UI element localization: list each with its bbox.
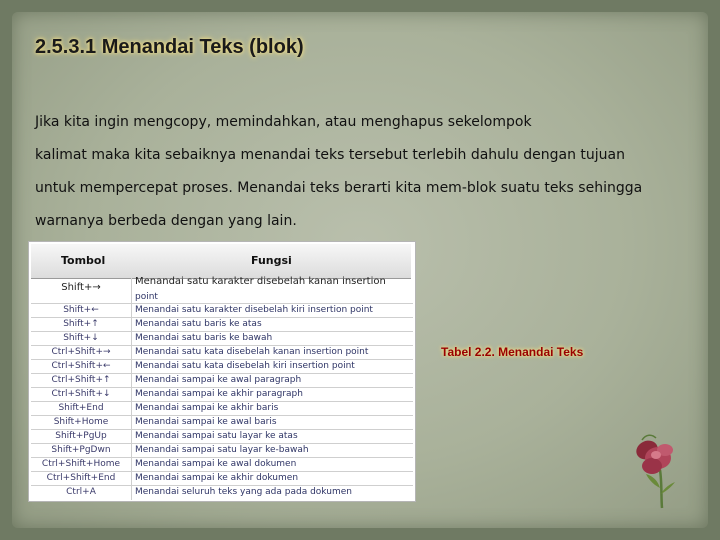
table-row-function: Menandai sampai ke awal dokumen [135, 459, 297, 469]
row-divider [31, 401, 413, 402]
table-row-key: Ctrl+Shift+→ [51, 347, 111, 357]
slide-title: 2.5.3.1 Menandai Teks (blok) [35, 36, 304, 58]
row-divider [31, 471, 413, 472]
row-divider [31, 415, 413, 416]
table-row-function: Menandai satu baris ke bawah [135, 333, 273, 343]
row-divider [31, 457, 413, 458]
table-row-function: Menandai sampai satu layar ke atas [135, 431, 298, 441]
row-divider [31, 331, 413, 332]
table-row-key: Shift+PgDwn [51, 445, 111, 455]
table-row-key: Shift+→ [61, 282, 101, 293]
row-divider [31, 485, 413, 486]
table-caption: Tabel 2.2. Menandai Teks [441, 345, 584, 359]
row-divider [31, 443, 413, 444]
table-row-key: Shift+Home [53, 417, 109, 427]
row-divider [31, 387, 413, 388]
flower-icon [622, 428, 684, 510]
table-row-function: Menandai satu karakter disebelah kanan insertion [135, 276, 386, 287]
table-row-function: Menandai satu baris ke atas [135, 319, 262, 329]
table-row-function: Menandai seluruh teks yang ada pada dokumen [135, 487, 352, 497]
row-divider [31, 429, 413, 430]
table-row-key: Ctrl+Shift+End [46, 473, 116, 483]
header-fungsi: Fungsi [251, 254, 292, 267]
row-divider [31, 303, 413, 304]
table-row-function: Menandai sampai ke akhir paragraph [135, 389, 303, 399]
table-row-key: Shift+↑ [63, 319, 99, 329]
table-row-key: Ctrl+A [66, 487, 96, 497]
row-divider [31, 345, 413, 346]
row-divider [31, 359, 413, 360]
table-row-function: Menandai sampai ke awal baris [135, 417, 277, 427]
row-divider [31, 317, 413, 318]
table-row-key: Ctrl+Shift+↑ [51, 375, 111, 385]
table-row-key: Shift+← [63, 305, 99, 315]
table-row-function: Menandai satu kata disebelah kanan insertion point [135, 347, 369, 357]
table-row-key: Ctrl+Shift+Home [41, 459, 121, 469]
paragraph-line: Jika kita ingin mengcopy, memindahkan, atau menghapus sekelompok [35, 114, 532, 130]
shortcut-table [28, 241, 416, 502]
table-row-key: Ctrl+Shift+↓ [51, 389, 111, 399]
paragraph-line: untuk mempercepat proses. Menandai teks berarti kita mem-blok suatu teks sehingga [35, 180, 643, 196]
table-row-function: Menandai satu karakter disebelah kiri insertion point [135, 305, 373, 315]
table-row-function: Menandai sampai ke akhir baris [135, 403, 279, 413]
table-row-function: Menandai sampai ke akhir dokumen [135, 473, 299, 483]
paragraph-line: warnanya berbeda dengan yang lain. [35, 213, 297, 229]
paragraph-line: kalimat maka kita sebaiknya menandai teks tersebut terlebih dahulu dengan tujuan [35, 147, 625, 163]
header-tombol: Tombol [61, 254, 106, 267]
table-row-key: Shift+PgUp [55, 431, 107, 441]
table-row-key: Ctrl+Shift+← [51, 361, 111, 371]
table-row-function: point [135, 292, 158, 302]
table-header [31, 244, 411, 279]
table-row-key: Shift+End [58, 403, 104, 413]
row-divider [31, 373, 413, 374]
table-row-function: Menandai sampai ke awal paragraph [135, 375, 302, 385]
table-row-function: Menandai satu kata disebelah kiri insertion point [135, 361, 355, 371]
column-divider [131, 278, 132, 500]
table-row-key: Shift+↓ [63, 333, 99, 343]
table-row-function: Menandai sampai satu layar ke-bawah [135, 445, 309, 455]
